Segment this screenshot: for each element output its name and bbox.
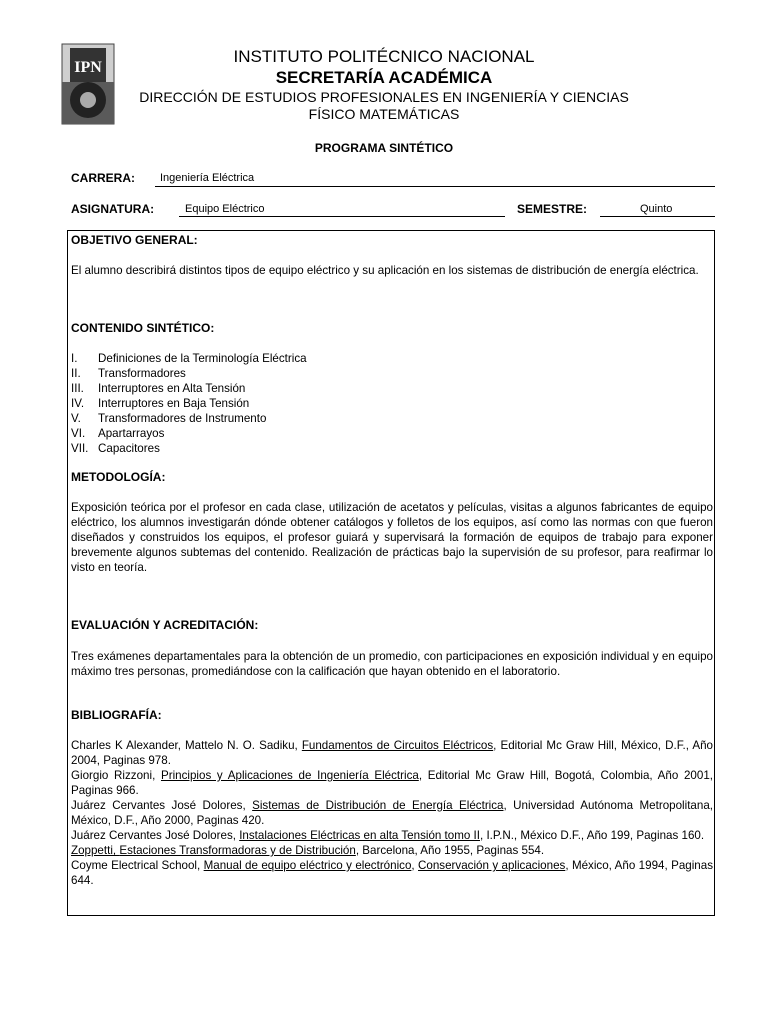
bib-entry: Zoppetti, Estaciones Transformadoras y de Distribución, Barcelona, Año 1955, Paginas 554. — [71, 844, 545, 857]
asignatura-value: Equipo Eléctrico — [185, 203, 265, 215]
objetivo-heading: OBJETIVO GENERAL: — [71, 233, 198, 247]
svg-text:IPN: IPN — [74, 59, 102, 76]
metodologia-heading: METODOLOGÍA: — [71, 470, 166, 484]
metodologia-text: Exposición teórica por el profesor en cada clase, utilización de acetatos y películas, visitas a algunos fabricantes de equipo eléctrico, los alumnos investigarán dónde obtener catálogos y folletos de los equipos, así como las normas con que fueron diseñados y construidos los equipos, el profesor guiará y supervisará la formación de equipos de trabajo para exponer brevemente algunos subtemas del contenido. Realización de prácticas bajo la supervisión de su profesor, para reafirmar lo visto en teoría. — [71, 501, 713, 574]
direction-line-2: FÍSICO MATEMÁTICAS — [308, 106, 460, 122]
evaluacion-text: Tres exámenes departamentales para la obtención de un promedio, con participaciones en exposición individual y en equipo máximo tres personas, promediándose con la calificación que hayan obtenido en el laboratorio. — [71, 650, 713, 678]
list-item: IV. Interruptores en Baja Tensión — [71, 397, 250, 410]
contenido-list — [71, 351, 713, 456]
bib-entry: Charles K Alexander, Mattelo N. O. Sadiku, Fundamentos de Circuitos Eléctricos, Editorial Mc Graw Hill, México, D.F., Año 2004, Paginas 978. — [71, 739, 713, 767]
bib-entry: Coyme Electrical School, Manual de equipo eléctrico y electrónico, Conservación y aplicaciones, México, Año 1994, Paginas 644. — [71, 859, 713, 887]
bib-entry: Juárez Cervantes José Dolores, Instalaciones Eléctricas en alta Tensión tomo II, I.P.N., México D.F., Año 199, Paginas 160. — [71, 829, 705, 842]
carrera-label: CARRERA: — [71, 171, 135, 185]
list-item: III. Interruptores en Alta Tensión — [71, 382, 246, 395]
bib-entry: Juárez Cervantes José Dolores, Sistemas de Distribución de Energía Eléctrica, Universidad Autónoma Metropolitana, México, D.F., Año 2000, Paginas 420. — [71, 799, 713, 827]
carrera-value: Ingeniería Eléctrica — [160, 172, 255, 184]
contenido-heading: CONTENIDO SINTÉTICO: — [71, 321, 215, 335]
list-item: VII. Capacitores — [71, 442, 160, 455]
bibliografia-heading: BIBLIOGRAFÍA: — [71, 708, 162, 722]
carrera-underline — [155, 186, 715, 187]
list-item: II. Transformadores — [71, 367, 186, 380]
evaluacion-heading: EVALUACIÓN Y ACREDITACIÓN: — [71, 618, 259, 632]
institution-title: INSTITUTO POLITÉCNICO NACIONAL — [233, 47, 535, 66]
asignatura-underline — [179, 216, 505, 217]
asignatura-label: ASIGNATURA: — [71, 202, 155, 216]
program-title: PROGRAMA SINTÉTICO — [314, 141, 454, 155]
bib-entry: Giorgio Rizzoni, Principios y Aplicaciones de Ingeniería Eléctrica, Editorial Mc Graw Hill, Bogotá, Colombia, Año 2001, Paginas 966. — [71, 769, 714, 797]
semestre-value: Quinto — [640, 203, 673, 215]
objetivo-text: El alumno describirá distintos tipos de equipo eléctrico y su aplicación en los sistemas de distribución de energía eléctrica. — [71, 264, 699, 277]
semestre-underline — [600, 216, 715, 217]
semestre-label: SEMESTRE: — [517, 202, 588, 216]
list-item: I. Definiciones de la Terminología Eléctrica — [71, 352, 307, 365]
list-item: V. Transformadores de Instrumento — [71, 412, 267, 425]
bibliografia-list — [71, 738, 713, 888]
list-item: VI. Apartarrayos — [71, 427, 165, 440]
secretariat-title: SECRETARÍA ACADÉMICA — [275, 68, 493, 87]
direction-line-1: DIRECCIÓN DE ESTUDIOS PROFESIONALES EN INGENIERÍA Y CIENCIAS — [139, 89, 629, 105]
